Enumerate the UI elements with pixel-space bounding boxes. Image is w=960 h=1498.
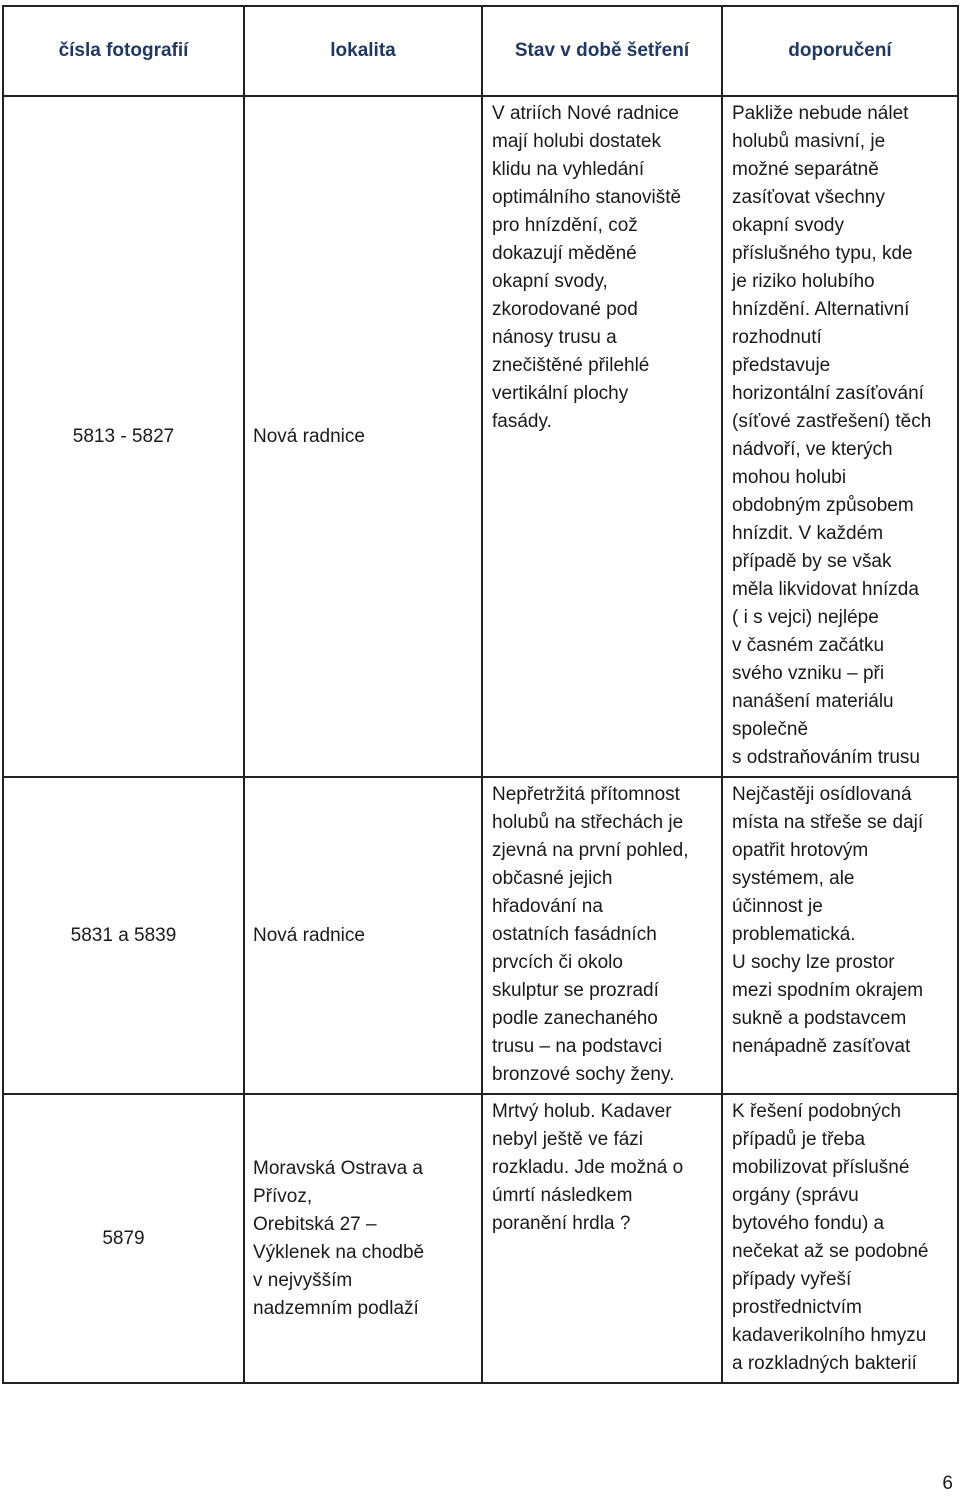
header-state: Stav v době šetření [482, 6, 722, 96]
table-header-row [3, 6, 958, 96]
location-cell: Nová radnice [244, 777, 482, 1094]
location-cell: Moravská Ostrava a Přívoz, Orebitská 27 – Výklenek na chodbě v nejvyšším nadzemním podlaží [244, 1094, 482, 1383]
recommendation-cell: Pakliže nebude nálet holubů masivní, je možné separátně zasíťovat všechny okapní svody příslušného typu, kde je riziko holubího hnízdění. Alternativní rozhodnutí představuje horizontální zasíťování (síťové zastřešení) těch nádvoří, ve kterých mohou holubi obdobným způsobem hnízdit. V každém případě by se však měla likvidovat hnízda ( i s vejci) nejlépe v časném začátku svého vzniku – při nanášení materiálu společně s odstraňováním trusu [722, 96, 958, 777]
recommendation-cell: Nejčastěji osídlovaná místa na střeše se dají opatřit hrotovým systémem, ale účinnost je problematická. U sochy lze prostor mezi spodním okrajem sukně a podstavcem nenápadně zasíťovat [722, 777, 958, 1094]
page-number: 6 [942, 1473, 953, 1494]
table-row [3, 777, 958, 1094]
photo-numbers-cell: 5813 - 5827 [3, 96, 244, 777]
photo-numbers-cell: 5879 [3, 1094, 244, 1383]
header-recommendation: doporučení [722, 6, 958, 96]
location-cell: Nová radnice [244, 96, 482, 777]
header-location: lokalita [244, 6, 482, 96]
photo-numbers-cell: 5831 a 5839 [3, 777, 244, 1094]
recommendation-cell: K řešení podobných případů je třeba mobilizovat příslušné orgány (správu bytového fondu) a nečekat až se podobné případy vyřeší prostřednictvím kadaverikolního hmyzu a rozkladných bakterií [722, 1094, 958, 1383]
table-row [3, 1094, 958, 1383]
state-cell: V atriích Nové radnice mají holubi dostatek klidu na vyhledání optimálního stanoviště pro hnízdění, což dokazují měděné okapní svody, zkorodované pod nánosy trusu a znečištěné přilehlé vertikální plochy fasády. [482, 96, 722, 777]
header-photo-numbers: čísla fotografií [3, 6, 244, 96]
state-cell: Mrtvý holub. Kadaver nebyl ještě ve fázi rozkladu. Jde možná o úmrtí následkem poranění hrdla ? [482, 1094, 722, 1383]
state-cell: Nepřetržitá přítomnost holubů na střechách je zjevná na první pohled, občasné jejich hřadování na ostatních fasádních prvcích či okolo skulptur se prozradí podle zanechaného trusu – na podstavci bronzové sochy ženy. [482, 777, 722, 1094]
table-row [3, 96, 958, 777]
survey-table [2, 5, 959, 1384]
